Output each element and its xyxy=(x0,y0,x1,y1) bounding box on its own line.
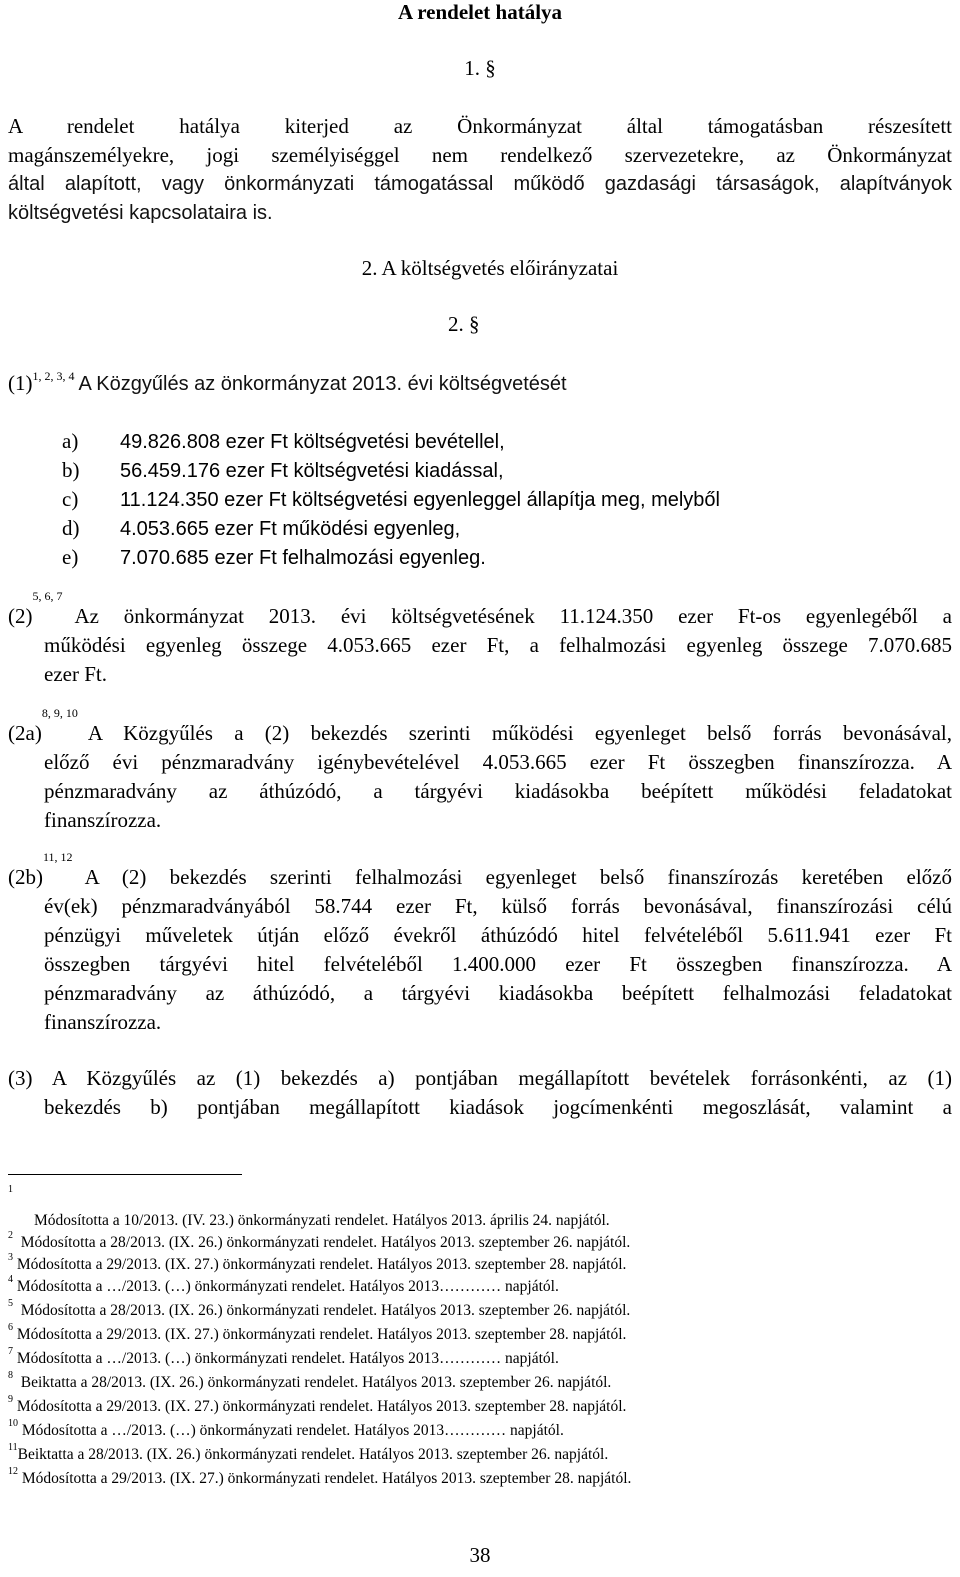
footnote-text: Módosította a …/2013. (…) önkormányzati rendelet. Hatályos 2013………… napjától. xyxy=(21,1422,564,1439)
paragraph-number: (1) xyxy=(8,371,33,395)
paragraph-2b-first-line xyxy=(8,850,952,892)
paragraph-text: pénzmaradvány az áthúzódó, a tárgyévi kiadásokba beépített felhalmozási feladatokat xyxy=(44,981,952,1005)
footnote xyxy=(34,1212,610,1230)
item-label: b) xyxy=(62,458,80,482)
page-number: 38 xyxy=(469,1543,491,1567)
footnote-text: Beiktatta a 28/2013. (IX. 26.) önkormányzati rendelet. Hatályos 2013. szeptember 26. napjától. xyxy=(17,1446,609,1463)
footnote xyxy=(8,1417,564,1440)
paragraph-text: év(ek) pénzmaradványából 58.744 ezer Ft, külső forrás bevonásával, finanszírozási célú xyxy=(44,894,952,918)
footnote-text: Beiktatta a 28/2013. (IX. 26.) önkormányzati rendelet. Hatályos 2013. szeptember 26. napjától. xyxy=(20,1374,612,1391)
list-item xyxy=(62,514,460,544)
item-text: 7.070.685 ezer Ft felhalmozási egyenleg. xyxy=(120,547,486,569)
item-label: c) xyxy=(62,487,79,511)
footnote-number: 3 xyxy=(8,1251,13,1263)
paragraph-text: A Közgyűlés az önkormányzat 2013. évi költségvetését xyxy=(78,373,567,395)
paragraph-text: összegben tárgyévi hitel felvételéből 1.400.000 ezer Ft összegben finanszírozza. A xyxy=(44,952,952,976)
footnote-refs: 8, 9, 10 xyxy=(41,706,78,720)
chapter-2-heading: 2. A költségvetés előirányzatai xyxy=(361,256,619,280)
page-title: A rendelet hatálya xyxy=(397,0,563,24)
footnote-text: Módosította a 29/2013. (IX. 27.) önkormányzati rendelet. Hatályos 2013. szeptember 28. napjától. xyxy=(16,1256,627,1273)
section-2-heading: 2. § xyxy=(448,312,480,336)
scope-line: költségvetési kapcsolataira is. xyxy=(8,202,273,224)
paragraph-text: finanszírozza. xyxy=(44,808,162,832)
paragraph-text: ezer Ft. xyxy=(44,662,107,686)
section-1-heading: 1. § xyxy=(464,56,496,80)
paragraph-text: bekezdés b) pontjában megállapított kiadások jogcímenkénti megoszlását, valamint a xyxy=(44,1095,952,1119)
footnote-separator xyxy=(8,1174,242,1175)
paragraph-number: (2b) xyxy=(8,865,43,889)
paragraph-number: (2a) xyxy=(8,721,42,745)
scope-line: A rendelet hatálya kiterjed az Önkormányzat által támogatásban részesített xyxy=(8,114,952,138)
item-text: 56.459.176 ezer Ft költségvetési kiadással, xyxy=(120,460,504,482)
list-item xyxy=(62,456,504,486)
footnote-number: 5 xyxy=(8,1297,13,1309)
footnote-text: Módosította a …/2013. (…) önkormányzati rendelet. Hatályos 2013………… napjától. xyxy=(16,1350,559,1367)
footnote xyxy=(8,1441,609,1464)
footnote xyxy=(8,1273,559,1296)
footnote-number: 6 xyxy=(8,1321,13,1333)
footnote-refs: 1, 2, 3, 4 xyxy=(32,369,75,383)
item-label: d) xyxy=(62,516,80,540)
item-label: a) xyxy=(62,429,79,453)
footnote-text: Módosította a 28/2013. (IX. 26.) önkormányzati rendelet. Hatályos 2013. szeptember 26. napjától. xyxy=(20,1234,631,1251)
footnote xyxy=(8,1369,612,1392)
footnote xyxy=(8,1345,559,1368)
footnote-number: 7 xyxy=(8,1345,13,1357)
footnote-refs: 5, 6, 7 xyxy=(32,589,63,603)
paragraph-number: (2) xyxy=(8,604,33,628)
footnote-number: 2 xyxy=(8,1229,13,1241)
paragraph-text: (3) A Közgyűlés az (1) bekezdés a) pontjában megállapított bevételek forrásonkénti, az (1) xyxy=(8,1066,952,1090)
paragraph-text: Az önkormányzat 2013. évi költségvetésének 11.124.350 ezer Ft-os egyenlegéből a xyxy=(74,604,952,628)
list-item xyxy=(62,427,505,457)
footnote xyxy=(8,1297,631,1320)
item-label: e) xyxy=(62,545,79,569)
footnote xyxy=(8,1321,627,1344)
paragraph-text: működési egyenleg összege 4.053.665 ezer Ft, a felhalmozási egyenleg összege 7.070.685 xyxy=(44,633,952,657)
footnote-number: 9 xyxy=(8,1393,13,1405)
list-item xyxy=(62,485,720,515)
item-text: 4.053.665 ezer Ft működési egyenleg, xyxy=(120,518,461,540)
item-text: 11.124.350 ezer Ft költségvetési egyenleggel állapítja meg, melyből xyxy=(120,489,720,511)
paragraph-1 xyxy=(8,369,952,399)
footnote-refs: 11, 12 xyxy=(43,850,73,864)
paragraph-text: A Közgyűlés a (2) bekezdés szerinti működési egyenleget belső forrás bevonásával, xyxy=(87,721,952,745)
paragraph-text: pénzügyi műveletek útján előző évekről áthúzódó hitel felvételéből 5.611.941 ezer Ft xyxy=(44,923,952,947)
paragraph-text: finanszírozza. xyxy=(44,1010,162,1034)
footnote xyxy=(8,1393,627,1416)
footnote-text: Módosította a …/2013. (…) önkormányzati rendelet. Hatályos 2013………… napjától. xyxy=(16,1278,559,1295)
footnote-text: Módosította a 10/2013. (IV. 23.) önkormányzati rendelet. Hatályos 2013. április 24. napjától. xyxy=(34,1212,610,1229)
footnote-number: 10 xyxy=(8,1417,18,1429)
footnote-text: Módosította a 29/2013. (IX. 27.) önkormányzati rendelet. Hatályos 2013. szeptember 28. napjától. xyxy=(16,1398,627,1415)
item-text: 49.826.808 ezer Ft költségvetési bevétellel, xyxy=(120,431,505,453)
footnote-number: 12 xyxy=(8,1465,18,1477)
paragraph-2-first-line xyxy=(8,589,952,631)
footnote-number: 4 xyxy=(8,1273,13,1285)
scope-line: által alapított, vagy önkormányzati támogatással működő gazdasági társaságok, alapítványok xyxy=(8,173,952,195)
paragraph-text: pénzmaradvány az áthúzódó, a tárgyévi kiadásokba beépített működési feladatokat xyxy=(44,779,952,803)
paragraph-2a-first-line xyxy=(8,706,952,748)
footnote-number: 1 xyxy=(8,1184,13,1195)
footnote-number: 11 xyxy=(8,1441,18,1453)
paragraph-text: A (2) bekezdés szerinti felhalmozási egyenleget belső finanszírozás keretében előző xyxy=(84,865,952,889)
paragraph-text: előző évi pénzmaradvány igénybevételével 4.053.665 ezer Ft összegben finanszírozza. A xyxy=(44,750,952,774)
footnote-text: Módosította a 28/2013. (IX. 26.) önkormányzati rendelet. Hatályos 2013. szeptember 26. napjától. xyxy=(20,1302,631,1319)
footnote xyxy=(8,1251,627,1274)
footnote-text: Módosította a 29/2013. (IX. 27.) önkormányzati rendelet. Hatályos 2013. szeptember 28. napjától. xyxy=(16,1326,627,1343)
footnote xyxy=(8,1465,632,1488)
footnote-text: Módosította a 29/2013. (IX. 27.) önkormányzati rendelet. Hatályos 2013. szeptember 28. napjától. xyxy=(21,1470,632,1487)
scope-line: magánszemélyekre, jogi személyiséggel nem rendelkező szervezetekre, az Önkormányzat xyxy=(8,143,952,167)
list-item xyxy=(62,543,486,573)
footnote-number: 8 xyxy=(8,1369,13,1381)
footnote xyxy=(8,1229,631,1252)
